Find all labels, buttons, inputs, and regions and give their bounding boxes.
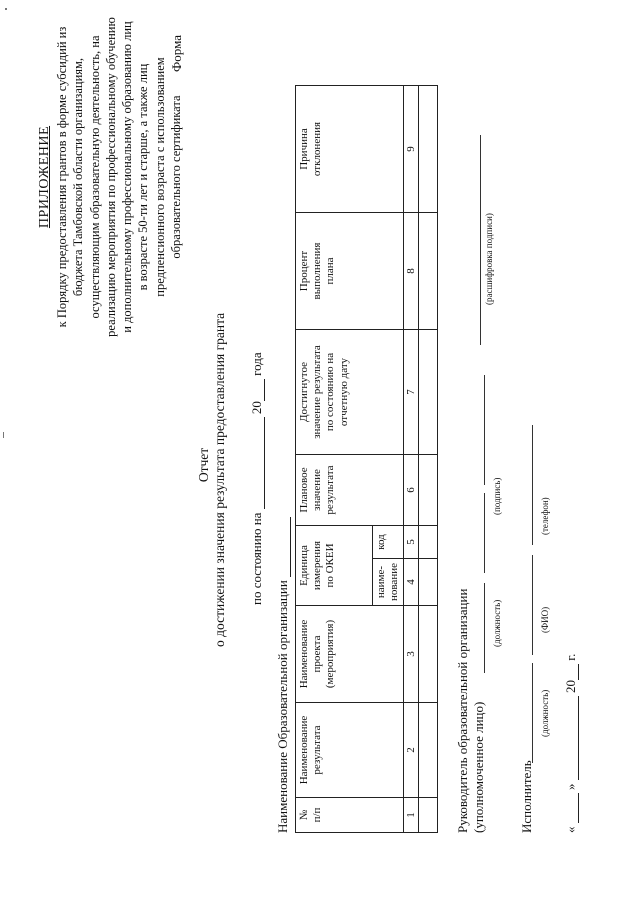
- date-close-quote: »: [563, 783, 578, 790]
- table-cell[interactable]: [419, 606, 438, 703]
- head-position-line[interactable]: [484, 583, 485, 673]
- column-number: 5: [404, 526, 419, 559]
- report-table: [295, 85, 438, 833]
- date-year: 20: [249, 401, 264, 415]
- sign-year-blank[interactable]: [578, 664, 579, 680]
- decode-line-long[interactable]: [480, 135, 481, 345]
- executor-position-line[interactable]: [532, 663, 533, 763]
- caption-signature: (подпись): [492, 477, 502, 515]
- header-unit-code: код: [373, 526, 404, 559]
- table-number-row: [404, 86, 419, 833]
- executor-fio-line[interactable]: [532, 555, 533, 655]
- column-number: 3: [404, 606, 419, 703]
- annex-line: предпенсионного возраста с использованием: [152, 57, 167, 297]
- executor-label: Исполнитель: [519, 760, 534, 833]
- caption-phone: (телефон): [540, 497, 550, 535]
- table-header-row: [296, 86, 373, 833]
- header-result-name: Наименование результата: [296, 703, 404, 798]
- report-title: Отчет: [196, 447, 211, 483]
- table-cell[interactable]: [419, 798, 438, 833]
- header-unit-name: наиме- нование: [373, 559, 404, 606]
- table-cell[interactable]: [419, 86, 438, 213]
- head-signature-line[interactable]: [484, 493, 485, 573]
- caption-position-2: (должность): [540, 689, 550, 737]
- column-number: 9: [404, 86, 419, 213]
- head-label: Руководитель образовательной организации: [455, 588, 470, 833]
- header-percent: Процент выполнения плана: [296, 213, 404, 330]
- column-number: 8: [404, 213, 419, 330]
- header-achieved: Достигнутое значение результата по состоянию на отчетную дату: [296, 330, 404, 455]
- table-cell[interactable]: [419, 526, 438, 559]
- date-open-quote: «: [563, 826, 578, 833]
- column-number: 7: [404, 330, 419, 455]
- column-number: 4: [404, 559, 419, 606]
- date-blank[interactable]: [264, 417, 265, 509]
- annex-line: реализацию мероприятия по профессиональному обучению: [103, 17, 118, 337]
- header-unit: Единица измерения по ОКЕИ: [296, 526, 373, 606]
- org-name-blank[interactable]: [290, 517, 291, 577]
- month-blank[interactable]: [578, 696, 579, 780]
- sign-date-g: г.: [563, 653, 578, 661]
- annex-line: образовательного сертификата: [168, 95, 183, 259]
- table-data-row: [419, 86, 438, 833]
- annex-line: и дополнительному профессиональному образованию лиц: [120, 21, 135, 333]
- column-number: 2: [404, 703, 419, 798]
- column-number: 1: [404, 798, 419, 833]
- caption-fio: (ФИО): [540, 606, 550, 633]
- table-cell[interactable]: [419, 559, 438, 606]
- date-suffix: года: [249, 352, 264, 376]
- table-cell[interactable]: [419, 213, 438, 330]
- date-prefix: по состоянию на: [249, 512, 264, 605]
- org-name-label: Наименование Образовательной организации: [275, 580, 290, 833]
- sign-date-year: 20: [563, 680, 578, 693]
- header-reason: Причина отклонения: [296, 86, 404, 213]
- caption-position: (должность): [492, 599, 502, 647]
- header-planned: Плановое значение результата: [296, 455, 404, 526]
- annex-line: бюджета Тамбовской области организациям,: [71, 57, 86, 297]
- annex-line: к Порядку предоставления грантов в форме субсидий из: [55, 26, 70, 328]
- report-subtitle: о достижении значения результата предоставления гранта: [212, 312, 227, 647]
- head-label-2: (уполномоченное лицо): [471, 701, 486, 833]
- sign-date-line: [564, 654, 579, 833]
- table-cell[interactable]: [419, 455, 438, 526]
- form-label: Форма: [169, 35, 184, 72]
- report-date-line: [250, 352, 265, 605]
- table-cell[interactable]: [419, 330, 438, 455]
- caption-decode: (расшифровка подписи): [484, 213, 494, 305]
- column-number: 6: [404, 455, 419, 526]
- executor-phone-line[interactable]: [532, 425, 533, 545]
- annex-line: в возрасте 50-ти лет и старше, а также лиц: [136, 63, 151, 291]
- table-cell[interactable]: [419, 703, 438, 798]
- annex-line: осуществляющим образовательную деятельность, на: [87, 35, 102, 319]
- head-decode-line[interactable]: [484, 375, 485, 485]
- header-no: № п/п: [296, 798, 404, 833]
- header-project-name: Наименование проекта (мероприятия): [296, 606, 404, 703]
- year-blank[interactable]: [264, 379, 265, 401]
- org-name-line: [276, 517, 291, 833]
- day-blank[interactable]: [578, 793, 579, 823]
- annex-title: ПРИЛОЖЕНИЕ: [37, 125, 52, 229]
- annex-header: [36, 17, 184, 337]
